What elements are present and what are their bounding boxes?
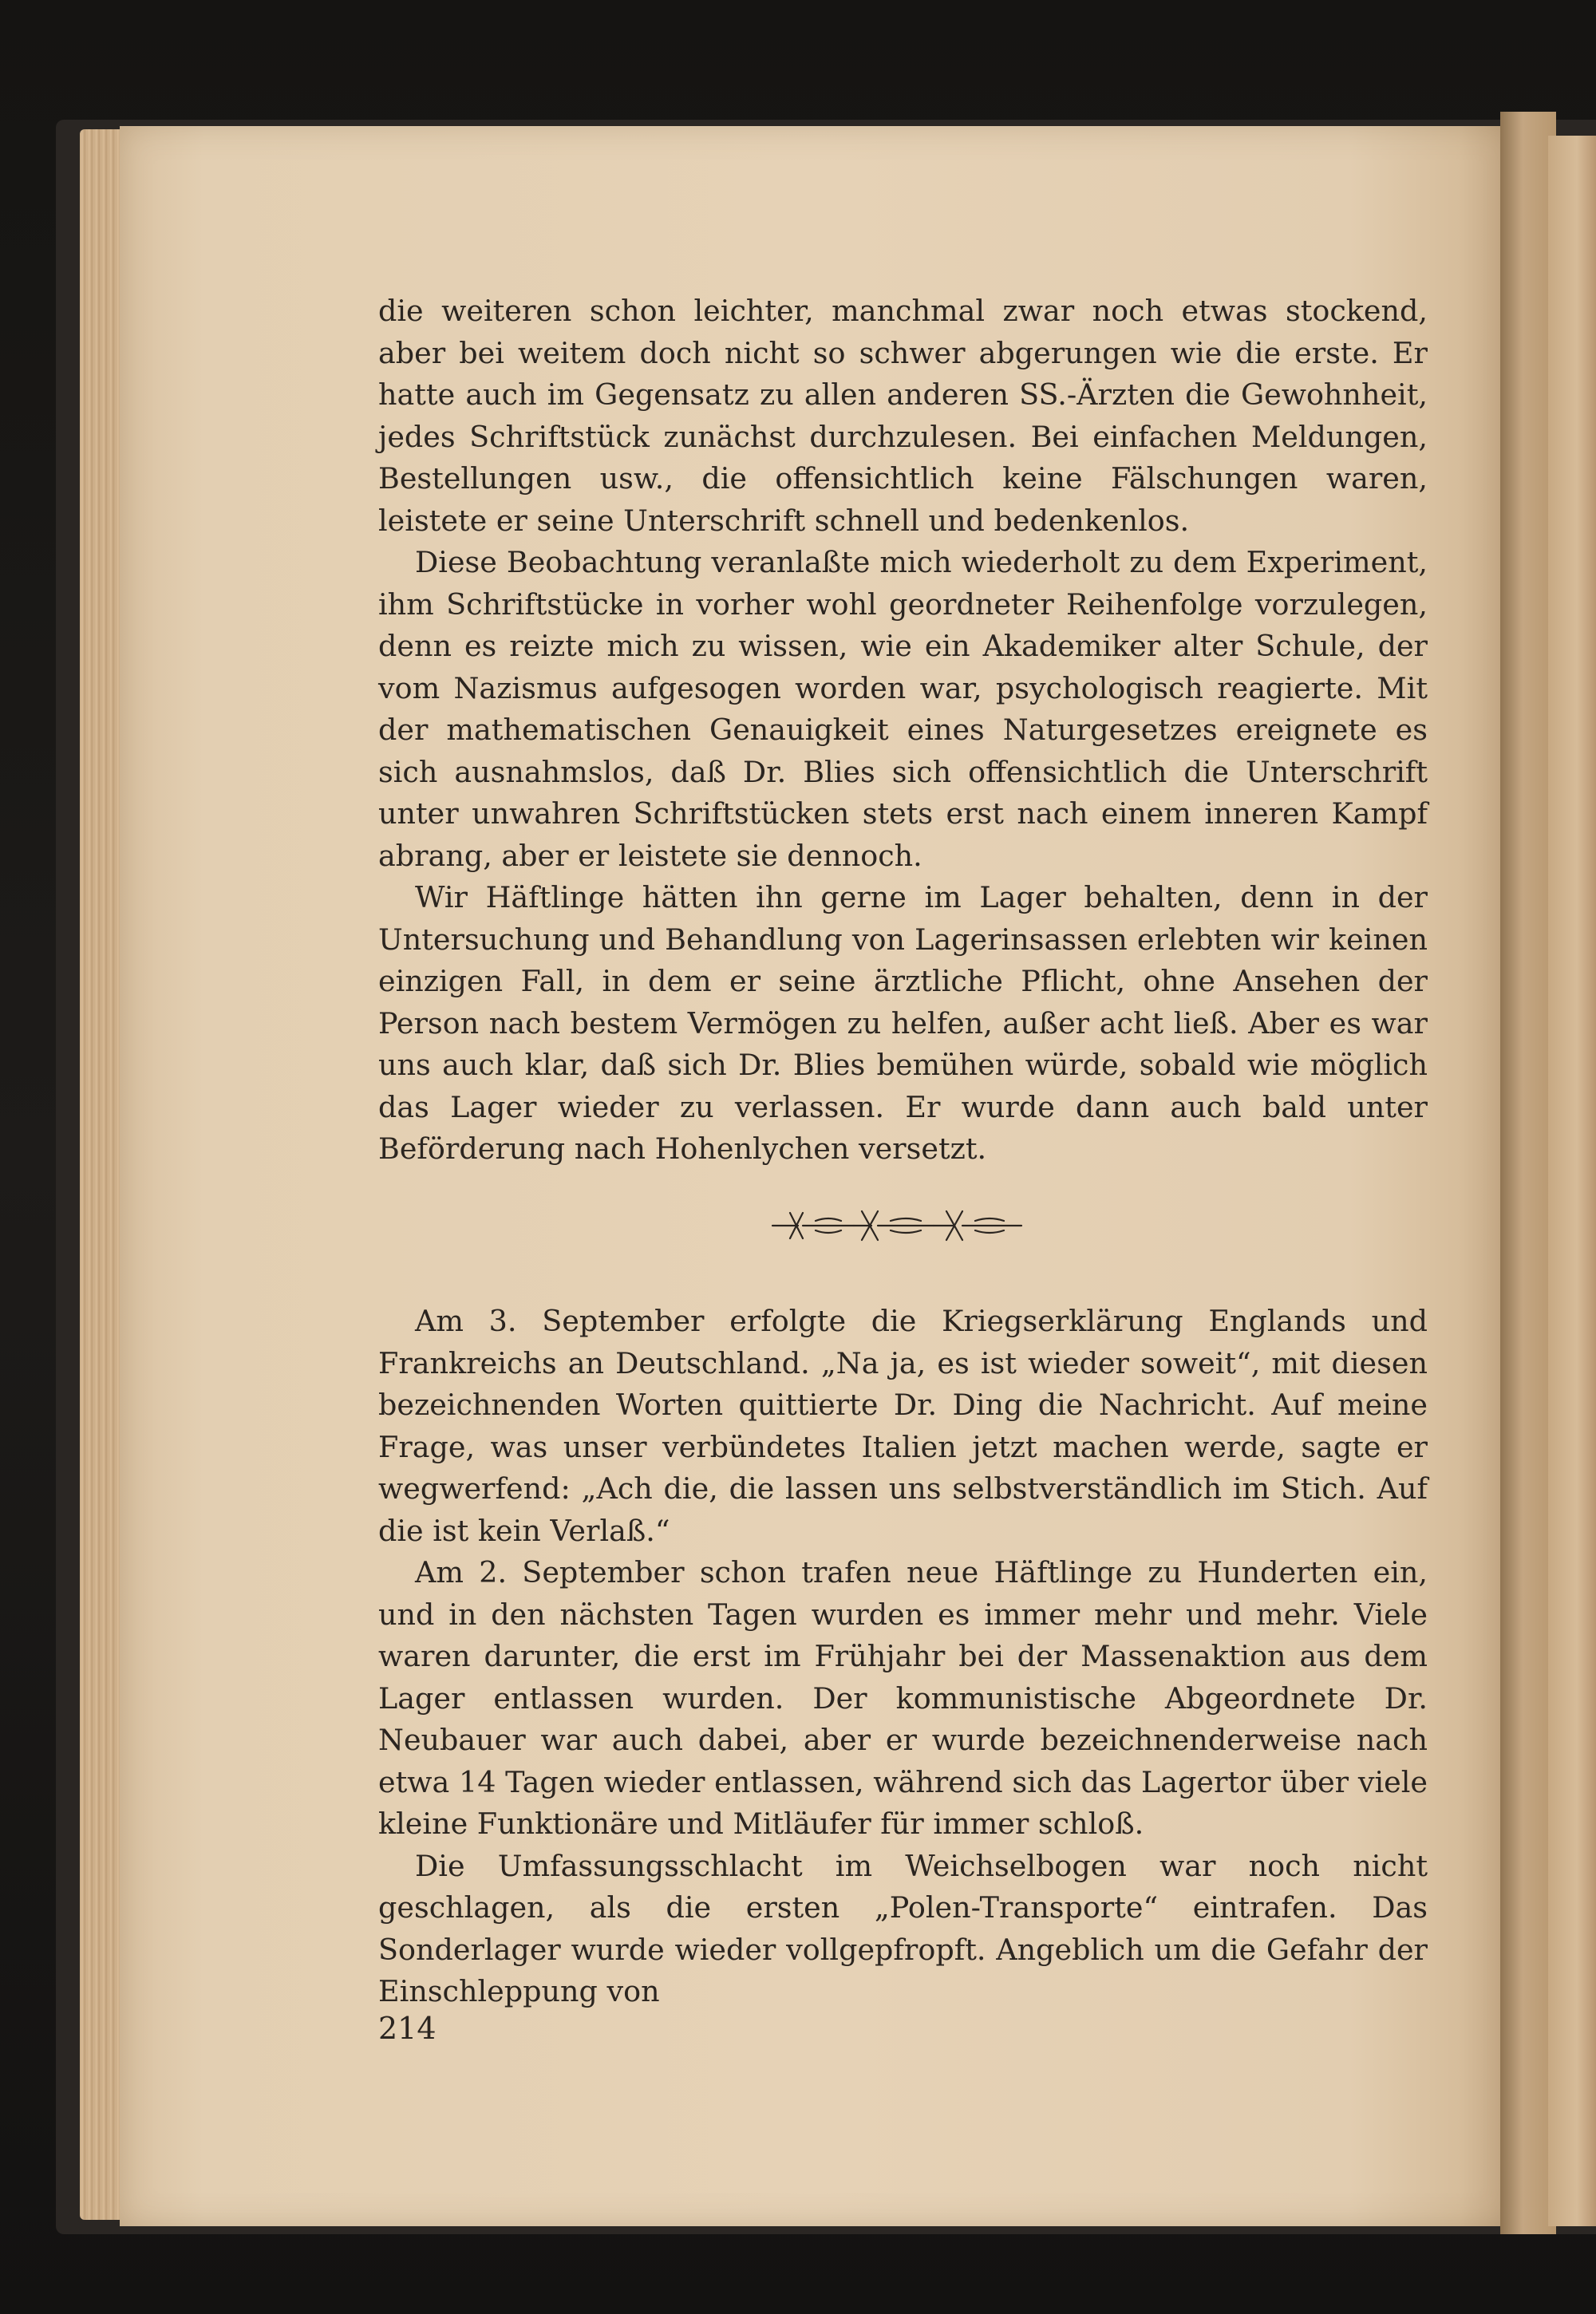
facing-page-edge	[1548, 136, 1596, 2226]
section-divider-ornament	[766, 1202, 1029, 1250]
paragraph: die weiteren schon leichter, manchmal zwar noch etwas stockend, aber bei weitem doch nicht so schwer abgerungen wie die erste. Er hatte auch im Gegensatz zu allen anderen SS.-Ärzten die Gewohnheit, jedes Schriftstück zunächst durchzulesen. Bei einfachen Meldungen, Bestellungen usw., die offensichtlich keine Fälschungen waren, leistete er seine Unterschrift schnell und bedenkenlos.	[378, 294, 1428, 538]
paragraph: Am 2. September schon trafen neue Häftlinge zu Hunderten ein, und in den nächsten Tagen wurden es immer mehr und mehr. Viele waren darunter, die erst im Frühjahr bei der Massenaktion aus dem Lager entlassen wurden. Der kommunistische Abgeordnete Dr. Neubauer war auch dabei, aber er wurde bezeichnenderweise nach etwa 14 Tagen wieder entlassen, während sich das Lagertor über viele kleine Funktionäre und Mitläufer für immer schloß.	[378, 1555, 1428, 1841]
paragraph: Diese Beobachtung veranlaßte mich wiederholt zu dem Experiment, ihm Schriftstücke in vorher wohl geordneter Reihenfolge vorzulegen, denn es reizte mich zu wissen, wie ein Akademiker alter Schule, der vom Nazismus aufgesogen worden war, psychologisch reagierte. Mit der mathematischen Genauigkeit eines Naturgesetzes ereignete es sich ausnahmslos, daß Dr. Blies sich offensichtlich die Unterschrift unter unwahren Schriftstücken stets erst nach einem inneren Kampf abrang, aber er leistete sie dennoch.	[378, 545, 1428, 873]
paragraph: Am 3. September erfolgte die Kriegserklärung Englands und Frankreichs an Deutschland. „Na ja, es ist wieder soweit“, mit diesen bezeichnenden Worten quittierte Dr. Ding die Nachricht. Auf meine Frage, was unser verbündetes Italien jetzt machen werde, sagte er wegwerfend: „Ach die, die lassen uns selbstverständlich im Stich. Auf die ist kein Verlaß.“	[378, 1304, 1428, 1548]
page-number: 214	[378, 2011, 437, 2046]
text-block-bottom	[378, 1301, 1428, 2013]
paragraph: Wir Häftlinge hätten ihn gerne im Lager behalten, denn in der Untersuchung und Behandlung von Lagerinsassen erlebten wir keinen einzigen Fall, in dem er seine ärztliche Pflicht, ohne Ansehen der Person nach bestem Vermögen zu helfen, außer acht ließ. Aber es war uns auch klar, daß sich Dr. Blies bemühen würde, sobald wie möglich das Lager wieder zu verlassen. Er wurde dann auch bald unter Beförderung nach Hohenlychen versetzt.	[378, 880, 1428, 1166]
paragraph: Die Umfassungsschlacht im Weichselbogen war noch nicht geschlagen, als die ersten „Polen-Transporte“ eintrafen. Das Sonderlager wurde wieder vollgepfropft. Angeblich um die Gefahr der Einschleppung von	[378, 1848, 1428, 2008]
text-block-top	[378, 290, 1428, 1171]
